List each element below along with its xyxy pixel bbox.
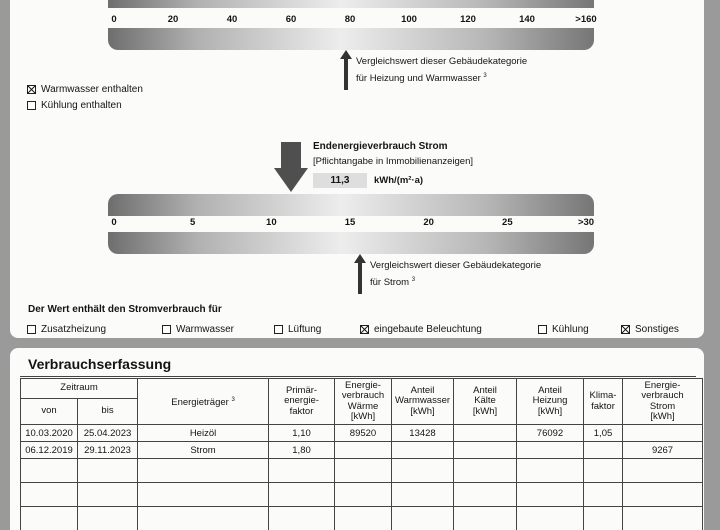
checkbox-empty-icon[interactable] <box>27 101 36 110</box>
cell-heizung: 76092 <box>517 425 584 442</box>
cell-kaelte <box>454 425 517 442</box>
table-row <box>21 442 703 459</box>
electricity-tick-label: 25 <box>502 217 513 228</box>
checkbox-empty-icon[interactable] <box>274 325 283 334</box>
consumption-section-title: Verbrauchserfassung <box>28 356 172 372</box>
cell-kaelte <box>454 442 517 459</box>
table-row-empty <box>21 507 703 530</box>
cell-klimafaktor <box>584 442 623 459</box>
heating-scale-bar <box>108 28 594 50</box>
cell-waerme: 89520 <box>335 425 392 442</box>
electricity-value: 11,3 <box>313 173 367 188</box>
section-divider <box>20 376 696 377</box>
heating-tick-label: 80 <box>344 14 356 25</box>
cell-von: 06.12.2019 <box>21 442 78 459</box>
heating-scale-top-bar <box>108 0 594 8</box>
header-primaerenergiefaktor: Primär- energie- faktor <box>269 379 335 425</box>
heating-tick-label: 40 <box>226 14 238 25</box>
cell-warmwasser: 13428 <box>392 425 454 442</box>
heating-scale-labels <box>108 14 597 28</box>
up-arrow-icon <box>340 50 352 90</box>
cell-energietraeger: Strom <box>138 442 269 459</box>
header-anteil-warmwasser: Anteil Warmwasser [kWh] <box>392 379 454 425</box>
cell-waerme <box>335 442 392 459</box>
electricity-tick-label: 10 <box>266 217 277 228</box>
header-anteil-kaelte: Anteil Kälte [kWh] <box>454 379 517 425</box>
strom-consumption-note: Der Wert enthält den Stromverbrauch für <box>28 304 222 315</box>
cell-heizung <box>517 442 584 459</box>
checkbox-warmwasser[interactable]: Warmwasser <box>162 324 234 335</box>
checkbox-sonstiges[interactable]: Sonstiges <box>621 324 679 335</box>
cell-von: 10.03.2020 <box>21 425 78 442</box>
checkbox-warmwasser-enthalten[interactable]: Warmwasser enthalten <box>27 84 143 95</box>
checkbox-checked-icon[interactable] <box>360 325 369 334</box>
electricity-scale-top-bar <box>108 194 594 216</box>
electricity-tick-label: 20 <box>423 217 434 228</box>
cell-primaerenergiefaktor: 1,80 <box>269 442 335 459</box>
heating-tick-label: 120 <box>460 14 476 25</box>
checkbox-kuehlung[interactable]: Kühlung <box>538 324 589 335</box>
heating-tick-label: 0 <box>111 14 117 25</box>
checkbox-empty-icon[interactable] <box>162 325 171 334</box>
checkbox-eingebaute-beleuchtung[interactable]: eingebaute Beleuchtung <box>360 324 482 335</box>
electricity-reference-text: Vergleichswert dieser Gebäudekategorie für Strom $^3$ <box>370 260 542 289</box>
cell-klimafaktor: 1,05 <box>584 425 623 442</box>
electricity-value-arrow-icon <box>274 142 308 192</box>
header-von: von <box>21 399 78 425</box>
cell-energietraeger: Heizöl <box>138 425 269 442</box>
cell-strom <box>623 425 703 442</box>
checkbox-checked-icon[interactable] <box>27 85 36 94</box>
heating-tick-label: 100 <box>401 14 417 25</box>
heating-tick-label: 60 <box>285 14 297 25</box>
heating-tick-label: 20 <box>167 14 179 25</box>
electricity-scale-labels <box>108 217 594 231</box>
checkbox-lueftung[interactable]: Lüftung <box>274 324 321 335</box>
checkbox-checked-icon[interactable] <box>621 325 630 334</box>
cell-warmwasser <box>392 442 454 459</box>
electricity-tick-label: >30 <box>577 217 595 228</box>
electricity-tick-label: 5 <box>190 217 196 228</box>
cell-strom: 9267 <box>623 442 703 459</box>
checkbox-empty-icon[interactable] <box>27 325 36 334</box>
cell-bis: 25.04.2023 <box>78 425 138 442</box>
checkbox-zusatzheizung[interactable]: Zusatzheizung <box>27 324 106 335</box>
electricity-subtitle: [Pflichtangabe in Immobilienanzeigen] <box>313 156 474 167</box>
consumption-table <box>20 378 703 530</box>
cell-primaerenergiefaktor: 1,10 <box>269 425 335 442</box>
cell-bis: 29.11.2023 <box>78 442 138 459</box>
electricity-unit: kWh/(m²·a) <box>374 175 424 186</box>
header-klimafaktor: Klima- faktor <box>584 379 623 425</box>
header-bis: bis <box>78 399 138 425</box>
checkbox-kuehlung-enthalten[interactable]: Kühlung enthalten <box>27 100 122 111</box>
electricity-tick-label: 0 <box>111 217 117 228</box>
header-energietraeger: Energieträger $^3$ <box>138 379 269 425</box>
heating-reference-text: Vergleichswert dieser Gebäudekategorie für Heizung und Warmwasser $^3$ <box>356 56 528 85</box>
header-anteil-heizung: Anteil Heizung [kWh] <box>517 379 584 425</box>
up-arrow-icon <box>354 254 366 294</box>
heating-tick-label: >160 <box>575 14 597 25</box>
checkbox-empty-icon[interactable] <box>538 325 547 334</box>
electricity-scale-bar <box>108 232 594 254</box>
table-row <box>21 425 703 442</box>
header-energieverbrauch-strom: Energie- verbrauch Strom [kWh] <box>623 379 703 425</box>
electricity-title: Endenergieverbrauch Strom <box>313 141 448 152</box>
header-zeitraum: Zeitraum <box>21 379 138 399</box>
header-energieverbrauch-waerme: Energie- verbrauch Wärme [kWh] <box>335 379 392 425</box>
table-row-empty <box>21 459 703 483</box>
table-row-empty <box>21 483 703 507</box>
electricity-tick-label: 15 <box>344 217 356 228</box>
heating-tick-label: 140 <box>519 14 535 25</box>
